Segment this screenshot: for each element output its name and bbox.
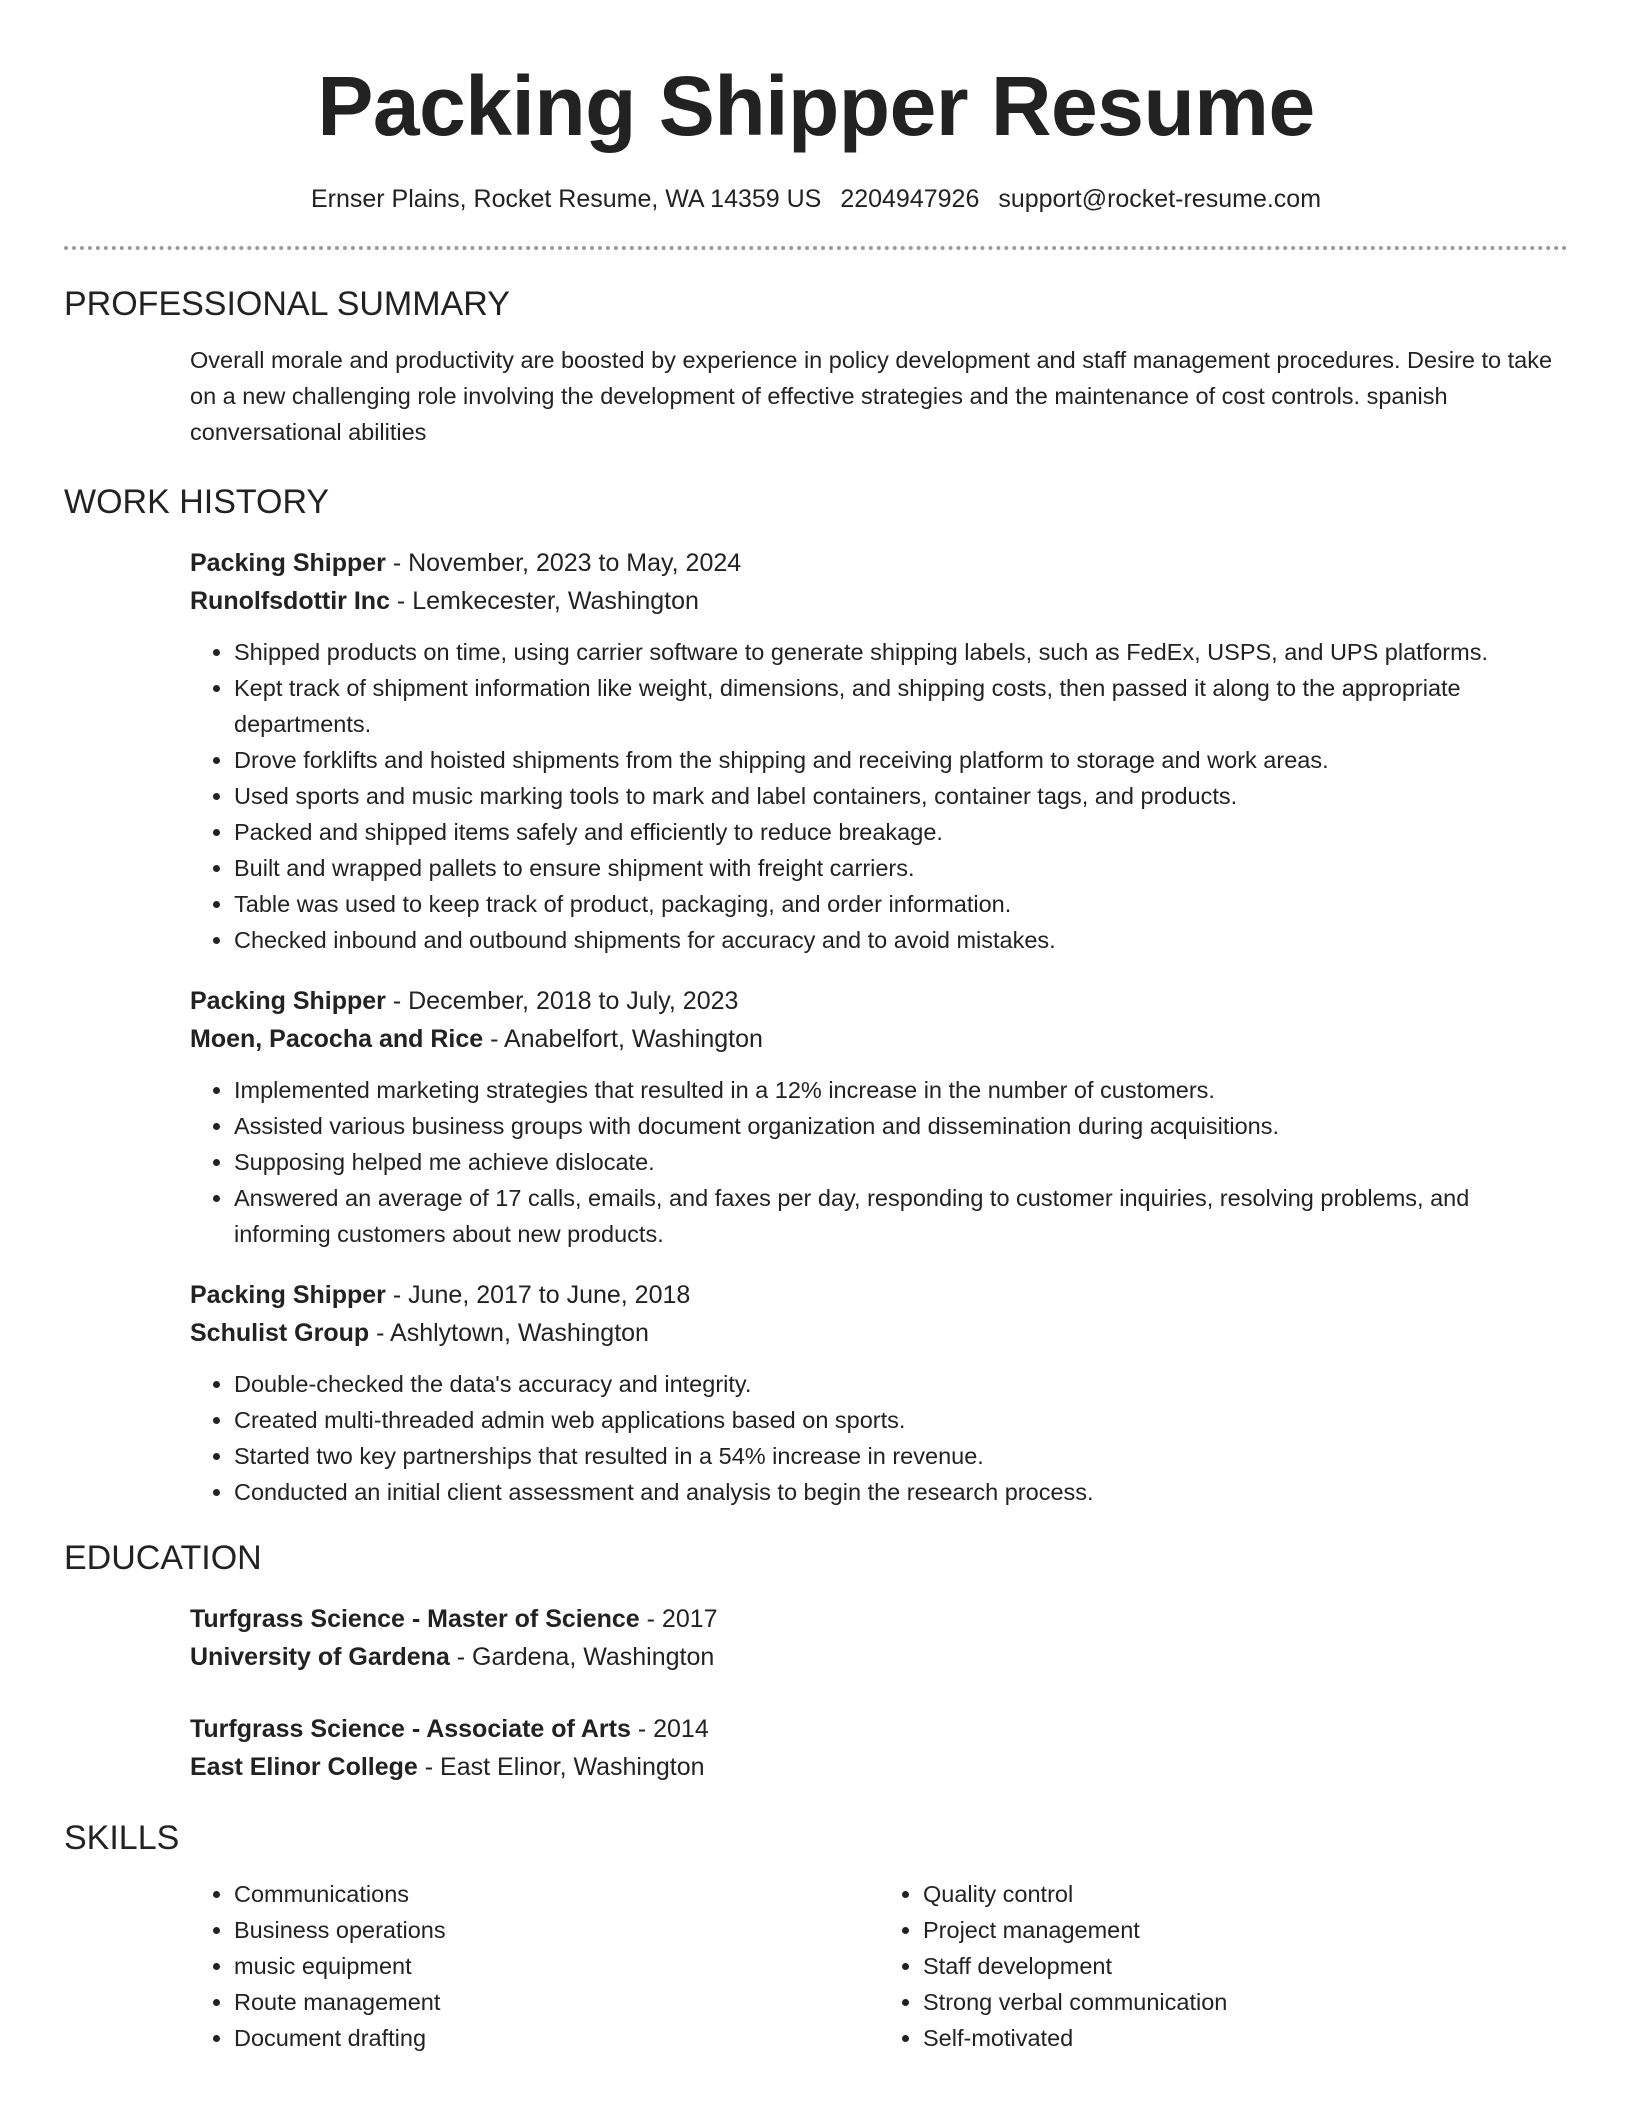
job-company: Runolfsdottir Inc <box>190 587 390 615</box>
header-divider <box>64 246 1568 250</box>
school-line <box>190 1748 1568 1786</box>
job-bullets <box>190 1366 1568 1510</box>
skills-list-right <box>879 1876 1568 2056</box>
school-location: - Gardena, Washington <box>449 1643 715 1671</box>
job-company-line <box>190 1020 1568 1058</box>
contact-address: Ernser Plains, Rocket Resume, WA 14359 US <box>310 185 822 213</box>
job-bullet: • Packed and shipped items safely and efficiently to reduce breakage. <box>234 814 1568 850</box>
education-entry <box>190 1710 1568 1786</box>
job-role: Packing Shipper <box>190 987 386 1015</box>
job-bullet: • Conducted an initial client assessment and analysis to begin the research process. <box>234 1474 1568 1510</box>
summary-heading: PROFESSIONAL SUMMARY <box>64 285 510 323</box>
job-role: Packing Shipper <box>190 1281 386 1309</box>
skill-item: • Document drafting <box>234 2020 879 2056</box>
job-entry <box>190 544 1568 958</box>
work-history-heading: WORK HISTORY <box>64 483 330 521</box>
skill-item: • Staff development <box>923 1948 1568 1984</box>
resume-page <box>64 0 1568 2056</box>
job-bullet: • Built and wrapped pallets to ensure shipment with freight carriers. <box>234 850 1568 886</box>
job-bullet: • Shipped products on time, using carrier software to generate shipping labels, such as FedEx, USPS, and UPS platforms. <box>234 634 1568 670</box>
skill-item: • Project management <box>923 1912 1568 1948</box>
job-title-line <box>190 544 1568 582</box>
job-location: - Anabelfort, Washington <box>483 1025 763 1053</box>
school: University of Gardena <box>190 1643 450 1671</box>
resume-title: Packing Shipper Resume <box>317 59 1315 153</box>
contact-line <box>64 182 1568 216</box>
skill-item: • Route management <box>234 1984 879 2020</box>
job-company-line <box>190 1314 1568 1352</box>
work-history-section <box>64 480 1568 1510</box>
job-location: - Lemkecester, Washington <box>389 587 699 615</box>
degree: Turfgrass Science - Master of Science <box>190 1605 640 1633</box>
job-bullet: • Drove forklifts and hoisted shipments from the shipping and receiving platform to storage and work areas. <box>234 742 1568 778</box>
job-dates: - December, 2018 to July, 2023 <box>385 987 739 1015</box>
job-bullet: • Implemented marketing strategies that resulted in a 12% increase in the number of customers. <box>234 1072 1568 1108</box>
job-location: - Ashlytown, Washington <box>369 1319 649 1347</box>
job-entry <box>190 982 1568 1252</box>
degree-line <box>190 1600 1568 1638</box>
school-location: - East Elinor, Washington <box>417 1753 705 1781</box>
skill-item: • Communications <box>234 1876 879 1912</box>
summary-text: Overall morale and productivity are boosted by experience in policy development and staff management procedures. Desire to take on a new challenging role involving the development of effective strategies and the maintenance of cost controls. spanish conversational abilities <box>190 347 1553 445</box>
degree-year: - 2014 <box>630 1715 709 1743</box>
job-bullet: • Started two key partnerships that resulted in a 54% increase in revenue. <box>234 1438 1568 1474</box>
job-bullet: • Created multi-threaded admin web applications based on sports. <box>234 1402 1568 1438</box>
skills-heading: SKILLS <box>64 1819 180 1857</box>
skill-item: • music equipment <box>234 1948 879 1984</box>
job-entry <box>190 1276 1568 1510</box>
job-bullet: • Answered an average of 17 calls, emails, and faxes per day, responding to customer inquiries, resolving problems, and informing customers about new products. <box>234 1180 1568 1252</box>
skill-item: • Business operations <box>234 1912 879 1948</box>
job-company-line <box>190 582 1568 620</box>
skill-item: • Quality control <box>923 1876 1568 1912</box>
job-title-line <box>190 1276 1568 1314</box>
job-bullet: • Used sports and music marking tools to mark and label containers, container tags, and products. <box>234 778 1568 814</box>
skill-item: • Self-motivated <box>923 2020 1568 2056</box>
degree: Turfgrass Science - Associate of Arts <box>190 1715 631 1743</box>
job-bullet: • Assisted various business groups with document organization and dissemination during acquisitions. <box>234 1108 1568 1144</box>
school: East Elinor College <box>190 1753 418 1781</box>
summary-section <box>64 282 1568 450</box>
job-role: Packing Shipper <box>190 549 386 577</box>
job-company: Moen, Pacocha and Rice <box>190 1025 484 1053</box>
degree-year: - 2017 <box>639 1605 718 1633</box>
job-bullets <box>190 634 1568 958</box>
job-title-line <box>190 982 1568 1020</box>
school-line <box>190 1638 1568 1676</box>
job-bullet: • Table was used to keep track of product, packaging, and order information. <box>234 886 1568 922</box>
job-dates: - November, 2023 to May, 2024 <box>385 549 742 577</box>
job-bullet: • Supposing helped me achieve dislocate. <box>234 1144 1568 1180</box>
skill-item: • Strong verbal communication <box>923 1984 1568 2020</box>
education-heading: EDUCATION <box>64 1539 262 1577</box>
contact-phone: 2204947926 <box>840 185 980 213</box>
skills-columns <box>190 1876 1568 2056</box>
skills-list-left <box>190 1876 879 2056</box>
degree-line <box>190 1710 1568 1748</box>
education-entry <box>190 1600 1568 1676</box>
job-dates: - June, 2017 to June, 2018 <box>385 1281 691 1309</box>
job-bullet: • Kept track of shipment information like weight, dimensions, and shipping costs, then passed it along to the appropriate departments. <box>234 670 1568 742</box>
job-bullets <box>190 1072 1568 1252</box>
contact-email: support@rocket-resume.com <box>998 185 1322 213</box>
education-section <box>64 1536 1568 1786</box>
job-bullet: • Checked inbound and outbound shipments for accuracy and to avoid mistakes. <box>234 922 1568 958</box>
job-company: Schulist Group <box>190 1319 370 1347</box>
skills-section <box>64 1816 1568 2056</box>
job-bullet: • Double-checked the data's accuracy and integrity. <box>234 1366 1568 1402</box>
